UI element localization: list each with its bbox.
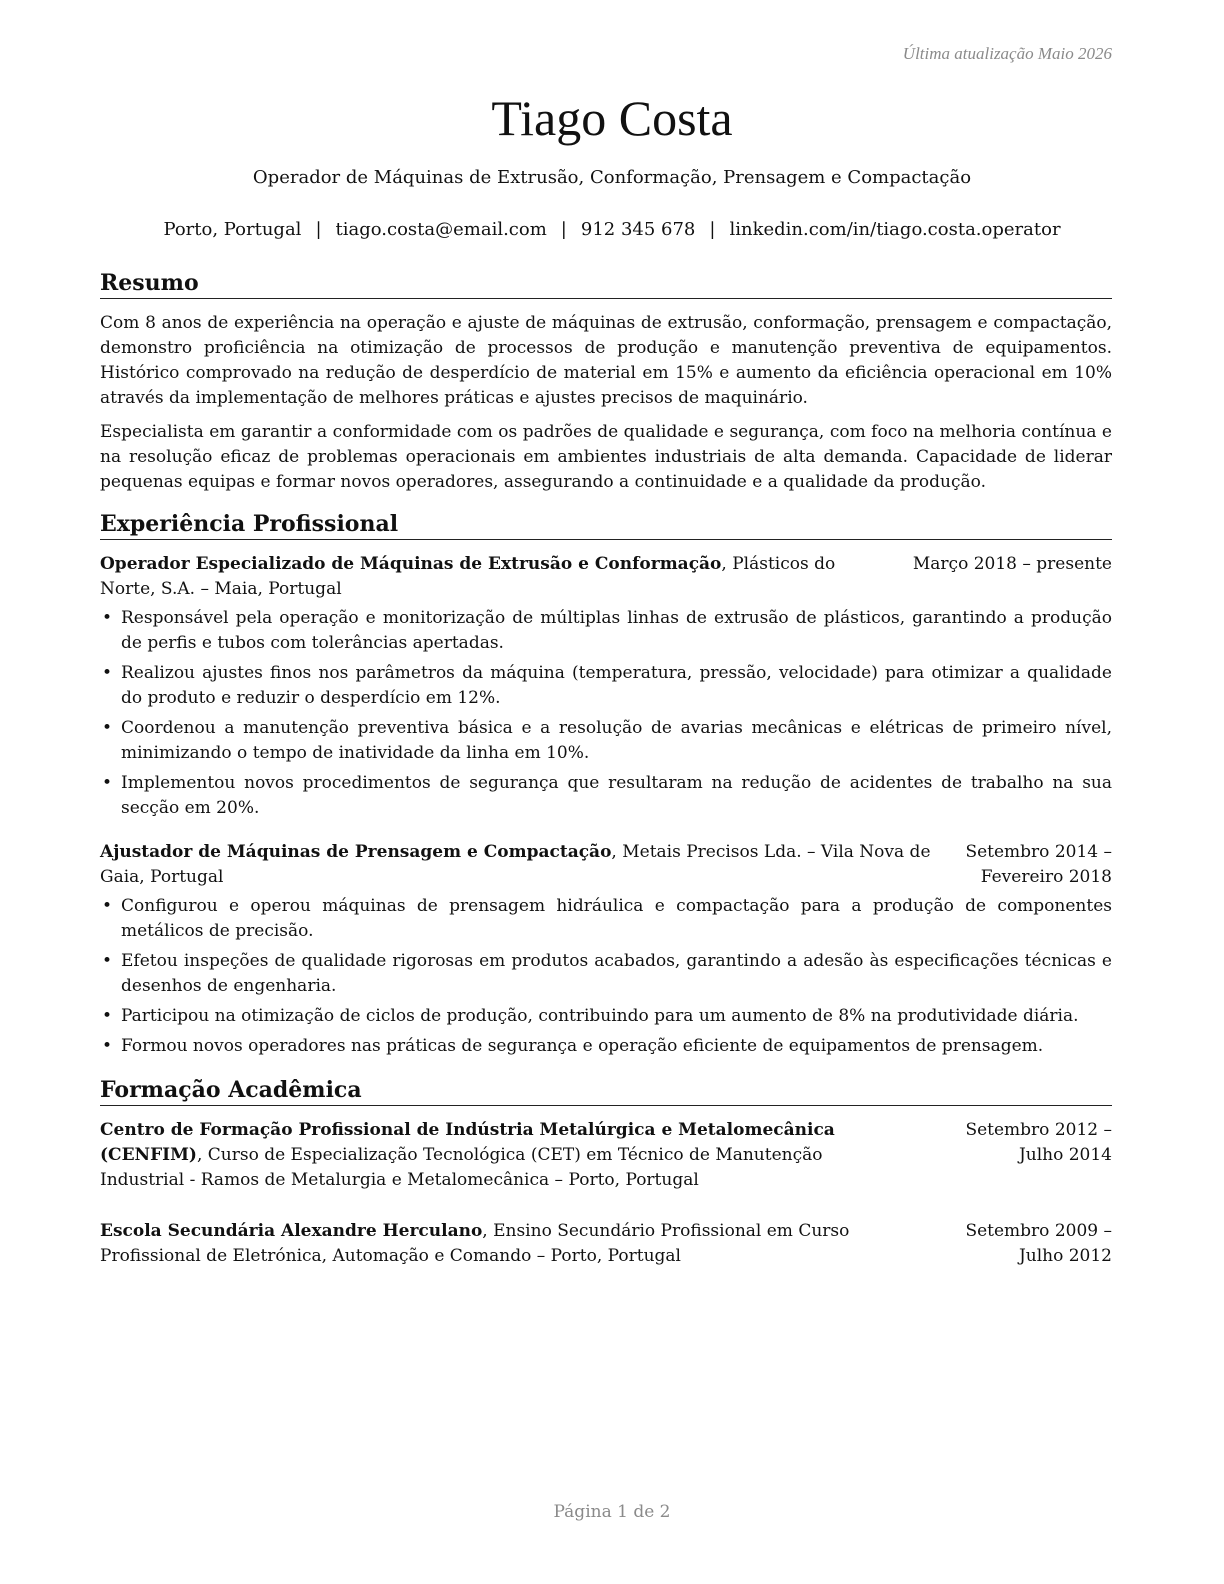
job-bullets [100, 606, 1112, 821]
bullet-item: • Realizou ajustes finos nos parâmetros da máquina (temperatura, pressão, velocidade) para otimizar a qualidade do produto e reduzir o desperdício em 12%. [100, 661, 1112, 711]
job-entry [100, 840, 1112, 1059]
bullet-item: • Coordenou a manutenção preventiva básica e a resolução de avarias mecânicas e elétricas de primeiro nível, minimizando o tempo de inatividade da linha em 10%. [100, 716, 1112, 766]
bullet-item: • Responsável pela operação e monitorização de múltiplas linhas de extrusão de plásticos, garantindo a produção de perfis e tubos com tolerâncias apertadas. [100, 606, 1112, 656]
job-title-employer [100, 840, 942, 890]
job-title-employer [100, 552, 890, 602]
summary-paragraph: Especialista em garantir a conformidade com os padrões de qualidade e segurança, com foco na melhoria contínua e na resolução eficaz de problemas operacionais em ambientes industriais de alta demanda. Capacidade de liderar pequenas equipas e formar novos operadores, assegurando a continuidade e a qualidade da produção. [100, 422, 1112, 492]
section-heading: Formação Acadêmica [100, 1075, 1112, 1106]
phone: 912 345 678 [580, 219, 696, 240]
bullet-item: • Configurou e operou máquinas de prensagem hidráulica e compactação para a produção de componentes metálicos de precisão. [100, 894, 1112, 944]
summary-paragraph: Com 8 anos de experiência na operação e ajuste de máquinas de extrusão, conformação, prensagem e compactação, demonstro proficiência na otimização de processos de produção e manutenção preventiva de equipamentos. Histórico comprovado na redução de desperdício de material em 15% e aumento da eficiência operacional em 10% através da implementação de melhores práticas e ajustes precisos de maquinário. [100, 313, 1112, 408]
job-bullets [100, 894, 1112, 1059]
education-entry [100, 1118, 1112, 1193]
institution-name: Escola Secundária Alexandre Herculano [100, 1221, 483, 1241]
job-employer: , Metais Precisos Lda. – Vila Nova de Gaia, Portugal [100, 842, 931, 887]
job-role: Operador Especializado de Máquinas de Extrusão e Conformação [100, 554, 722, 574]
summary-section [100, 268, 1112, 495]
bullet-item: • Formou novos operadores nas práticas de segurança e operação eficiente de equipamentos de prensagem. [100, 1034, 1112, 1059]
email-link[interactable]: tiago.costa@email.com [335, 219, 547, 240]
bullet-item: • Efetou inspeções de qualidade rigorosas em produtos acabados, garantindo a adesão às especificações técnicas e desenhos de engenharia. [100, 949, 1112, 999]
education-header [100, 1118, 1112, 1193]
education-dates: Setembro 2009 – Julho 2012 [965, 1221, 1112, 1266]
resume-content [100, 268, 1112, 1269]
education-institution-details [100, 1219, 890, 1269]
course-details: , Ensino Secundário Profissional em Curso Profissional de Eletrónica, Automação e Comando – Porto, Portugal [100, 1221, 850, 1266]
education-dates: Setembro 2012 – Julho 2014 [965, 1120, 1112, 1165]
education-entry [100, 1219, 1112, 1269]
job-title: Operador de Máquinas de Extrusão, Conformação, Prensagem e Compactação [252, 167, 972, 188]
job-header [100, 840, 1112, 890]
job-dates: Março 2018 – presente [912, 554, 1112, 574]
education-institution-details [100, 1118, 890, 1193]
candidate-name: Tiago Costa [491, 90, 733, 146]
linkedin-link[interactable]: linkedin.com/in/tiago.costa.operator [729, 219, 1061, 240]
course-details: , Curso de Especialização Tecnológica (CET) em Técnico de Manutenção Industrial - Ramos de Metalurgia e Metalomecânica – Porto, Portugal [100, 1145, 823, 1190]
education-section [100, 1075, 1112, 1269]
job-role: Ajustador de Máquinas de Prensagem e Compactação [100, 842, 612, 862]
bullet-item: • Implementou novos procedimentos de segurança que resultaram na redução de acidentes de trabalho na sua secção em 20%. [100, 771, 1112, 821]
job-entry [100, 552, 1112, 821]
last-updated: Última atualização Maio 2026 [902, 44, 1112, 63]
location: Porto, Portugal [163, 219, 302, 240]
job-header [100, 552, 1112, 602]
separator: | [315, 219, 322, 240]
education-header [100, 1219, 1112, 1269]
job-employer: , Plásticos do Norte, S.A. – Maia, Portugal [100, 554, 836, 599]
section-heading: Resumo [100, 268, 1112, 299]
section-heading: Experiência Profissional [100, 509, 1112, 540]
contact-line [0, 219, 1224, 240]
experience-section [100, 509, 1112, 1059]
bullet-item: • Participou na otimização de ciclos de produção, contribuindo para um aumento de 8% na produtividade diária. [100, 1004, 1112, 1029]
job-dates: Setembro 2014 – Fevereiro 2018 [965, 842, 1112, 887]
institution-name: Centro de Formação Profissional de Indústria Metalúrgica e Metalomecânica (CENFIM) [100, 1120, 835, 1165]
separator: | [560, 219, 567, 240]
page-number: Página 1 de 2 [553, 1502, 671, 1522]
separator: | [709, 219, 716, 240]
